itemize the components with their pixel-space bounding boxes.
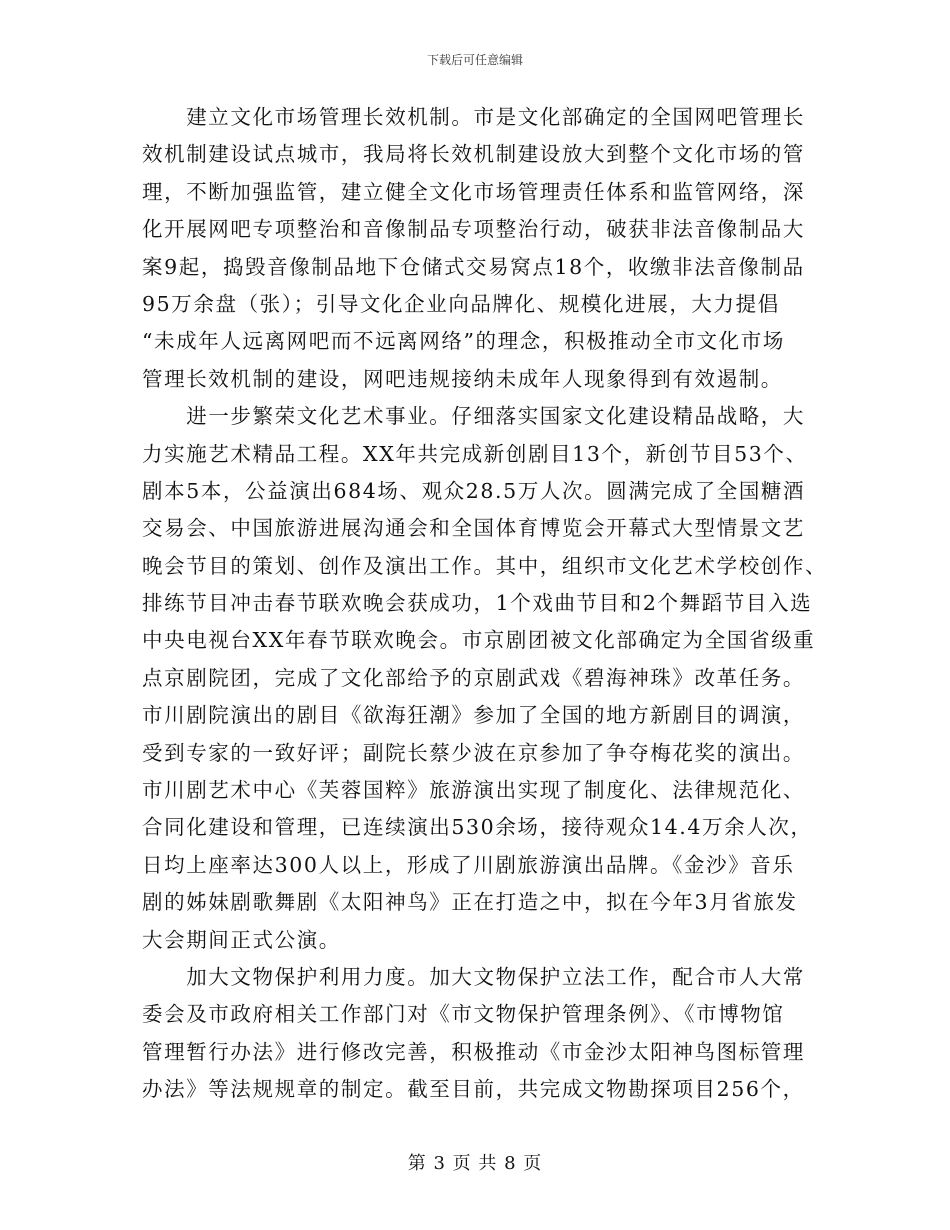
text-line: 理，不断加强监管，建立健全文化市场管理责任体系和监管网络，深: [142, 179, 805, 204]
text-line: 95万余盘（张）；引导文化企业向品牌化、规模化进展，大力提倡: [142, 291, 780, 316]
document-body: [142, 99, 828, 1109]
text-line: 受到专家的一致好评；副院长蔡少波在京参加了争夺梅花奖的演出。: [142, 740, 805, 765]
text-line: 日均上座率达300人以上，形成了川剧旅游演出品牌。《金沙》音乐: [142, 852, 795, 877]
text-line: 中央电视台XX年春节联欢晚会。市京剧团被文化部确定为全国省级重: [142, 628, 816, 653]
page-header: 下载后可任意编辑: [426, 53, 523, 67]
text-line: 效机制建设试点城市，我局将长效机制建设放大到整个文化市场的管: [142, 142, 805, 167]
paragraph: [142, 959, 810, 1109]
text-line: “未成年人远离网吧而不远离网络”的理念，积极推动全市文化市场: [142, 329, 785, 354]
text-line: 市川剧院演出的剧目《欲海狂潮》参加了全国的地方新剧目的调演，: [142, 703, 805, 728]
text-line: 力实施艺术精品工程。XX年共完成新创剧目13个，新创节目53个、: [142, 441, 808, 466]
text-line: 加大文物保护利用力度。加大文物保护立法工作，配合市人大常: [142, 964, 805, 989]
text-line: 管理暂行办法》进行修改完善，积极推动《市金沙太阳神鸟图标管理: [142, 1039, 805, 1064]
text-line: 合同化建设和管理，已连续演出530余场，接待观众14.4万余人次，: [142, 815, 813, 840]
text-line: 建立文化市场管理长效机制。市是文化部确定的全国网吧管理长: [142, 105, 805, 129]
text-line: 剧本5本，公益演出684场、观众28.5万人次。圆满完成了全国糖酒: [142, 478, 806, 503]
text-line: 晚会节目的策划、创作及演出工作。其中，组织市文化艺术学校创作、: [142, 553, 828, 578]
text-line: 化开展网吧专项整治和音像制品专项整治行动，破获非法音像制品大: [142, 217, 805, 242]
text-line: 排练节目冲击春节联欢晚会获成功，1个戏曲节目和2个舞蹈节目入选: [142, 591, 813, 616]
paragraph: [142, 99, 810, 398]
text-line: 案9起，捣毁音像制品地下仓储式交易窝点18个，收缴非法音像制品: [142, 254, 805, 279]
text-line: 大会期间正式公演。: [142, 927, 341, 952]
text-line: 进一步繁荣文化艺术事业。仔细落实国家文化建设精品战略，大: [142, 404, 805, 429]
text-line: 管理长效机制的建设，网吧违规接纳未成年人现象得到有效遏制。: [142, 366, 783, 391]
text-line: 交易会、中国旅游进展沟通会和全国体育博览会开幕式大型情景文艺: [142, 516, 805, 541]
text-line: 点京剧院团，完成了文化部给予的京剧武戏《碧海神珠》改革任务。: [142, 665, 805, 690]
text-line: 办法》等法规规章的制定。截至目前，共完成文物勘探项目256个，: [142, 1077, 805, 1102]
text-line: 剧的姊妹剧歌舞剧《太阳神鸟》正在打造之中，拟在今年3月省旅发: [142, 890, 798, 915]
text-line: 市川剧艺术中心《芙蓉国粹》旅游演出实现了制度化、法律规范化、: [142, 778, 805, 803]
page-footer: 第 3 页 共 8 页: [407, 1153, 543, 1174]
text-line: 委会及市政府相关工作部门对《市文物保护管理条例》、《市博物馆: [142, 1002, 785, 1027]
paragraph: [142, 398, 828, 959]
